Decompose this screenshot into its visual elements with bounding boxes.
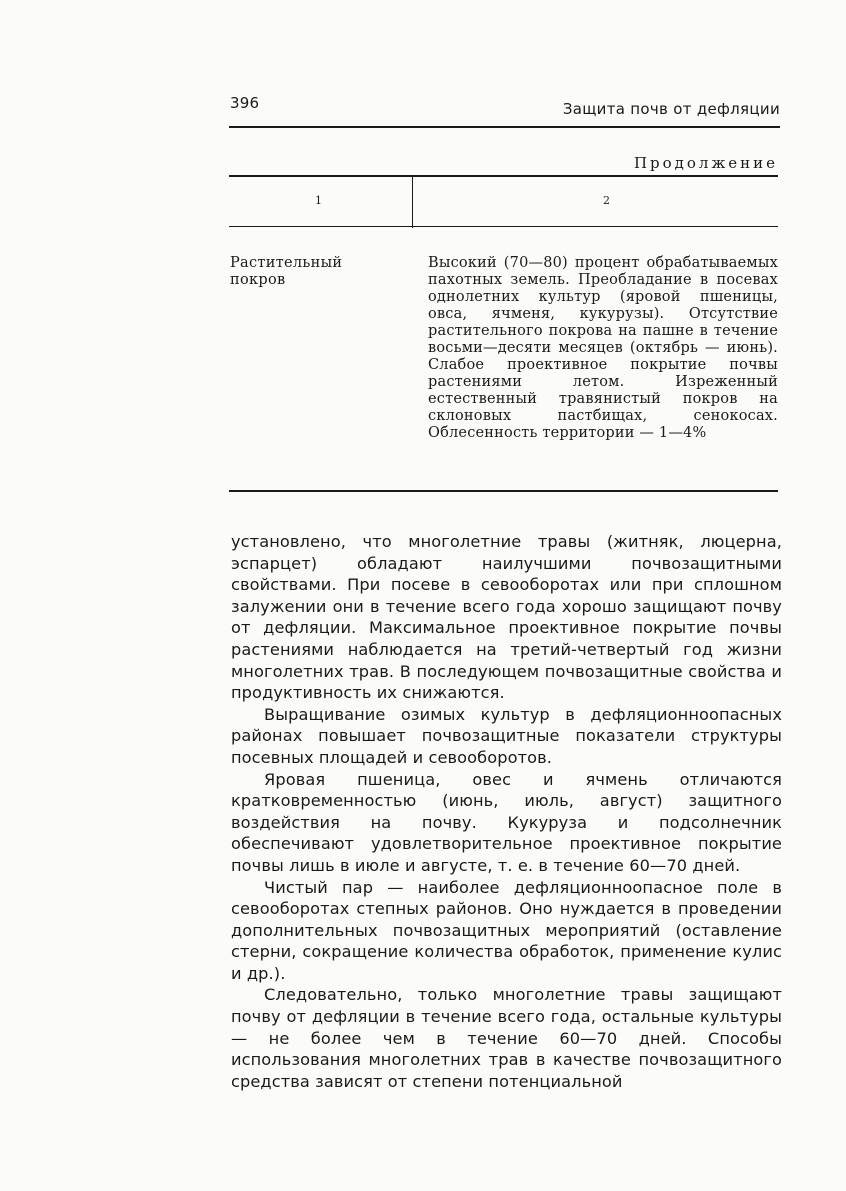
table-cell-description: Высокий (70—80) процент обрабатываемых пахотных земель. Преобладание в посевах однолетних культур (яровой пшеницы, овса, ячменя, кукурузы). Отсутствие растительного покрова на пашне в течение восьми—десяти месяцев (октябрь — июнь). Слабое проективное покрытие почвы растениями летом. Изреженный естественный травянистый покров на склоновых пастбищах, сенокосах. Облесенность территории — 1—4% (428, 255, 778, 441)
body-text (231, 531, 782, 1092)
paragraph: Чистый пар — наиболее дефляционноопасное поле в севооборотах степных районов. Оно нуждается в проведении дополнительных почвозащитных мероприятий (оставление стерни, сокращение количества обработок, применение кулис и др.). (231, 877, 782, 983)
paragraph: Яровая пшеница, овес и ячмень отличаются кратковременностью (июнь, июль, август) защитного воздействия на почву. Кукуруза и подсолнечник обеспечивают удовлетворительное проективное покрытие почвы лишь в июле и августе, т. е. в течение 60—70 дней. (231, 769, 782, 875)
table-column-divider (412, 176, 413, 228)
table-cell-factor: Растительный покров (230, 255, 343, 288)
running-title: Защита почв от дефляции (562, 100, 780, 118)
table-top-rule (229, 175, 778, 177)
table-header-rule (229, 226, 778, 227)
page-number: 396 (230, 94, 260, 112)
table-continuation-label: Продолжение (633, 154, 778, 172)
table-bottom-rule (229, 490, 778, 492)
paragraph: Следовательно, только многолетние травы защищают почву от дефляции в течение всего года, остальные культуры — не более чем в течение 60—70 дней. Способы использования многолетних трав в качестве почвозащитного средства зависят от степени потенциальной (231, 985, 782, 1091)
table-column-number-1: 1 (315, 194, 322, 207)
header-rule (229, 126, 780, 128)
paragraph: установлено, что многолетние травы (житняк, люцерна, эспарцет) обладают наилучшими почвозащитными свойствами. При посеве в севооборотах или при сплошном залужении они в течение всего года хорошо защищают почву от дефляции. Максимальное проективное покрытие почвы растениями наблюдается на третий-четвертый год жизни многолетних трав. В последующем почвозащитные свойства и продуктивность их снижаются. (231, 532, 782, 703)
table-column-number-2: 2 (603, 194, 610, 207)
paragraph: Выращивание озимых культур в дефляционноопасных районах повышает почвозащитные показатели структуры посевных площадей и севооборотов. (231, 704, 782, 767)
